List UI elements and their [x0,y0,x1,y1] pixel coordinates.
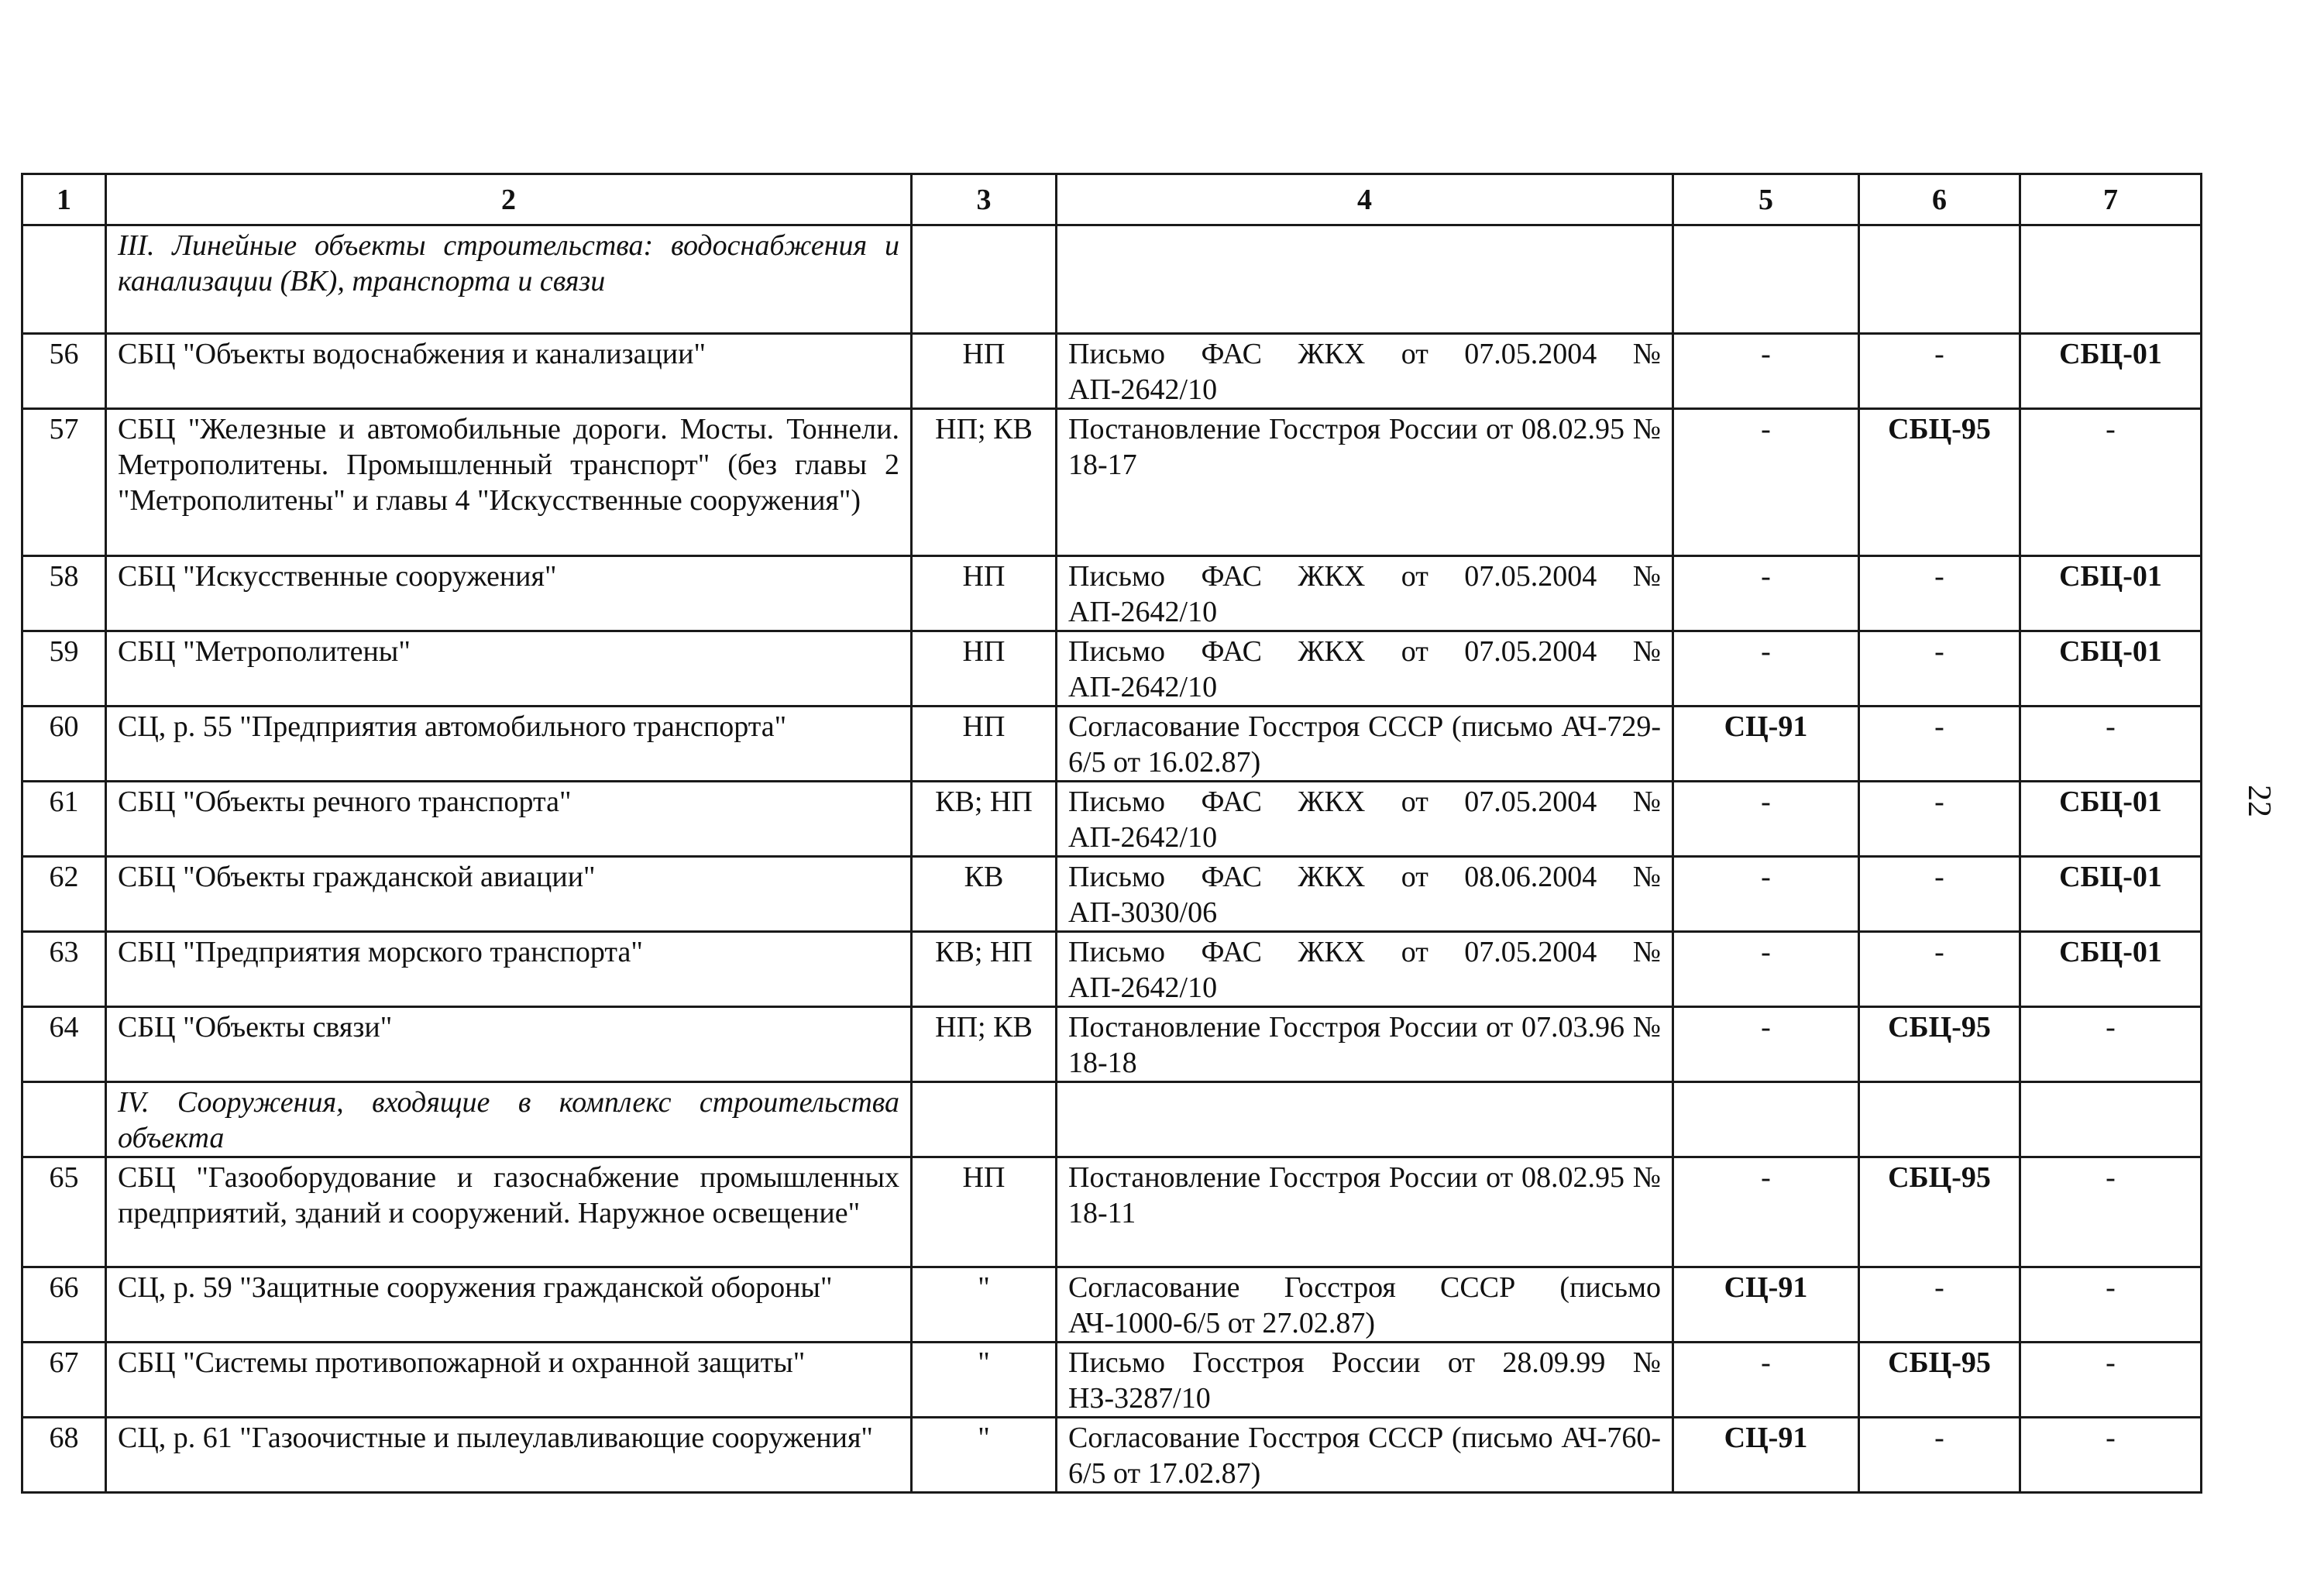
row-code: " [912,1418,1057,1493]
row-code: НП [912,707,1057,782]
row-col6: - [1859,1267,2020,1343]
row-col7: СБЦ-01 [2020,932,2202,1007]
row-name: СБЦ "Объекты водоснабжения и канализации" [106,334,912,409]
row-number: 61 [22,782,106,857]
row-number: 63 [22,932,106,1007]
page-number: 22 [2241,785,2277,817]
row-code: НП; КВ [912,1007,1057,1082]
row-code: НП; КВ [912,409,1057,556]
row-col6: СБЦ-95 [1859,409,2020,556]
row-col7: - [2020,1157,2202,1267]
row-col6: - [1859,334,2020,409]
row-code: " [912,1343,1057,1418]
row-col6: - [1859,707,2020,782]
row-col7: СБЦ-01 [2020,334,2202,409]
row-number: 58 [22,556,106,631]
row-document: Согласование Госстроя СССР (письмо АЧ-1000-6/5 от 27.02.87) [1057,1267,1673,1343]
row-number: 60 [22,707,106,782]
table-row [22,782,2202,857]
row-name: СЦ, р. 59 "Защитные сооружения гражданской обороны" [106,1267,912,1343]
row-code: НП [912,334,1057,409]
row-col5: - [1673,782,1859,857]
row-col6: СБЦ-95 [1859,1007,2020,1082]
row-document: Письмо ФАС ЖКХ от 07.05.2004 № АП-2642/10 [1057,782,1673,857]
row-document: Письмо ФАС ЖКХ от 07.05.2004 № АП-2642/10 [1057,334,1673,409]
row-code: КВ; НП [912,782,1057,857]
table-row [22,932,2202,1007]
header-row [22,174,2202,225]
row-col7: СБЦ-01 [2020,631,2202,707]
row-code: " [912,1267,1057,1343]
row-col7: СБЦ-01 [2020,556,2202,631]
row-col5: - [1673,857,1859,932]
row-document: Постановление Госстроя России от 07.03.96 № 18-18 [1057,1007,1673,1082]
section-title-4: IV. Сооружения, входящие в комплекс строительства объекта [106,1082,912,1157]
row-col7: СБЦ-01 [2020,782,2202,857]
row-document: Письмо Госстроя России от 28.09.99 № НЗ-3287/10 [1057,1343,1673,1418]
row-col7: - [2020,1418,2202,1493]
row-col5: - [1673,631,1859,707]
col-header-1: 1 [22,174,106,225]
row-name: СБЦ "Объекты гражданской авиации" [106,857,912,932]
row-col5: - [1673,556,1859,631]
row-code: НП [912,1157,1057,1267]
row-name: СБЦ "Объекты связи" [106,1007,912,1082]
row-document: Письмо ФАС ЖКХ от 07.05.2004 № АП-2642/10 [1057,932,1673,1007]
row-number: 64 [22,1007,106,1082]
row-col6: - [1859,857,2020,932]
table-row [22,1007,2202,1082]
row-col5: - [1673,334,1859,409]
row-document: Согласование Госстроя СССР (письмо АЧ-729-6/5 от 16.02.87) [1057,707,1673,782]
row-name: СБЦ "Системы противопожарной и охранной защиты" [106,1343,912,1418]
row-document: Согласование Госстроя СССР (письмо АЧ-760-6/5 от 17.02.87) [1057,1418,1673,1493]
row-name: СБЦ "Объекты речного транспорта" [106,782,912,857]
row-code: НП [912,556,1057,631]
row-col6: - [1859,932,2020,1007]
col-header-7: 7 [2020,174,2202,225]
table-row [22,1157,2202,1267]
row-name: СБЦ "Газооборудование и газоснабжение промышленных предприятий, зданий и сооружений. Наружное освещение" [106,1157,912,1267]
row-document: Письмо ФАС ЖКХ от 08.06.2004 № АП-3030/06 [1057,857,1673,932]
row-col7: - [2020,409,2202,556]
row-col7: - [2020,1267,2202,1343]
col-header-3: 3 [912,174,1057,225]
row-col5: - [1673,409,1859,556]
row-name: СБЦ "Искусственные сооружения" [106,556,912,631]
registry-table [21,173,2202,1494]
table-row [22,707,2202,782]
table-row [22,409,2202,556]
row-col7: - [2020,1343,2202,1418]
table-row [22,857,2202,932]
row-col5: СЦ-91 [1673,707,1859,782]
row-name: СЦ, р. 55 "Предприятия автомобильного транспорта" [106,707,912,782]
table-row [22,1343,2202,1418]
row-col5: СЦ-91 [1673,1267,1859,1343]
row-number: 56 [22,334,106,409]
row-col7: СБЦ-01 [2020,857,2202,932]
section-row-4 [22,1082,2202,1157]
table-row [22,1267,2202,1343]
row-document: Постановление Госстроя России от 08.02.95 № 18-17 [1057,409,1673,556]
row-number: 66 [22,1267,106,1343]
table-row [22,1418,2202,1493]
col-header-4: 4 [1057,174,1673,225]
row-col7: - [2020,1007,2202,1082]
row-col6: СБЦ-95 [1859,1157,2020,1267]
row-col5: СЦ-91 [1673,1418,1859,1493]
row-col5: - [1673,932,1859,1007]
row-name: СБЦ "Железные и автомобильные дороги. Мосты. Тоннели. Метрополитены. Промышленный транспорт" (без главы 2 "Метрополитены" и главы 4 "Искусственные сооружения") [106,409,912,556]
row-col5: - [1673,1343,1859,1418]
row-col6: - [1859,631,2020,707]
row-number: 59 [22,631,106,707]
row-number: 67 [22,1343,106,1418]
row-code: НП [912,631,1057,707]
row-number: 62 [22,857,106,932]
row-col6: - [1859,1418,2020,1493]
row-number: 65 [22,1157,106,1267]
row-number: 68 [22,1418,106,1493]
row-col7: - [2020,707,2202,782]
row-col5: - [1673,1157,1859,1267]
row-document: Письмо ФАС ЖКХ от 07.05.2004 № АП-2642/10 [1057,556,1673,631]
row-col6: - [1859,782,2020,857]
table-row [22,631,2202,707]
col-header-5: 5 [1673,174,1859,225]
col-header-2: 2 [106,174,912,225]
row-col6: СБЦ-95 [1859,1343,2020,1418]
row-col6: - [1859,556,2020,631]
row-code: КВ; НП [912,932,1057,1007]
section-row-3 [22,225,2202,334]
table-row [22,556,2202,631]
row-name: СЦ, р. 61 "Газоочистные и пылеулавливающие сооружения" [106,1418,912,1493]
row-number: 57 [22,409,106,556]
row-code: КВ [912,857,1057,932]
row-col5: - [1673,1007,1859,1082]
row-name: СБЦ "Метрополитены" [106,631,912,707]
row-document: Письмо ФАС ЖКХ от 07.05.2004 № АП-2642/10 [1057,631,1673,707]
col-header-6: 6 [1859,174,2020,225]
row-document: Постановление Госстроя России от 08.02.95 № 18-11 [1057,1157,1673,1267]
table-row [22,334,2202,409]
section-title-3: III. Линейные объекты строительства: водоснабжения и канализации (ВК), транспорта и связи [106,225,912,334]
row-name: СБЦ "Предприятия морского транспорта" [106,932,912,1007]
